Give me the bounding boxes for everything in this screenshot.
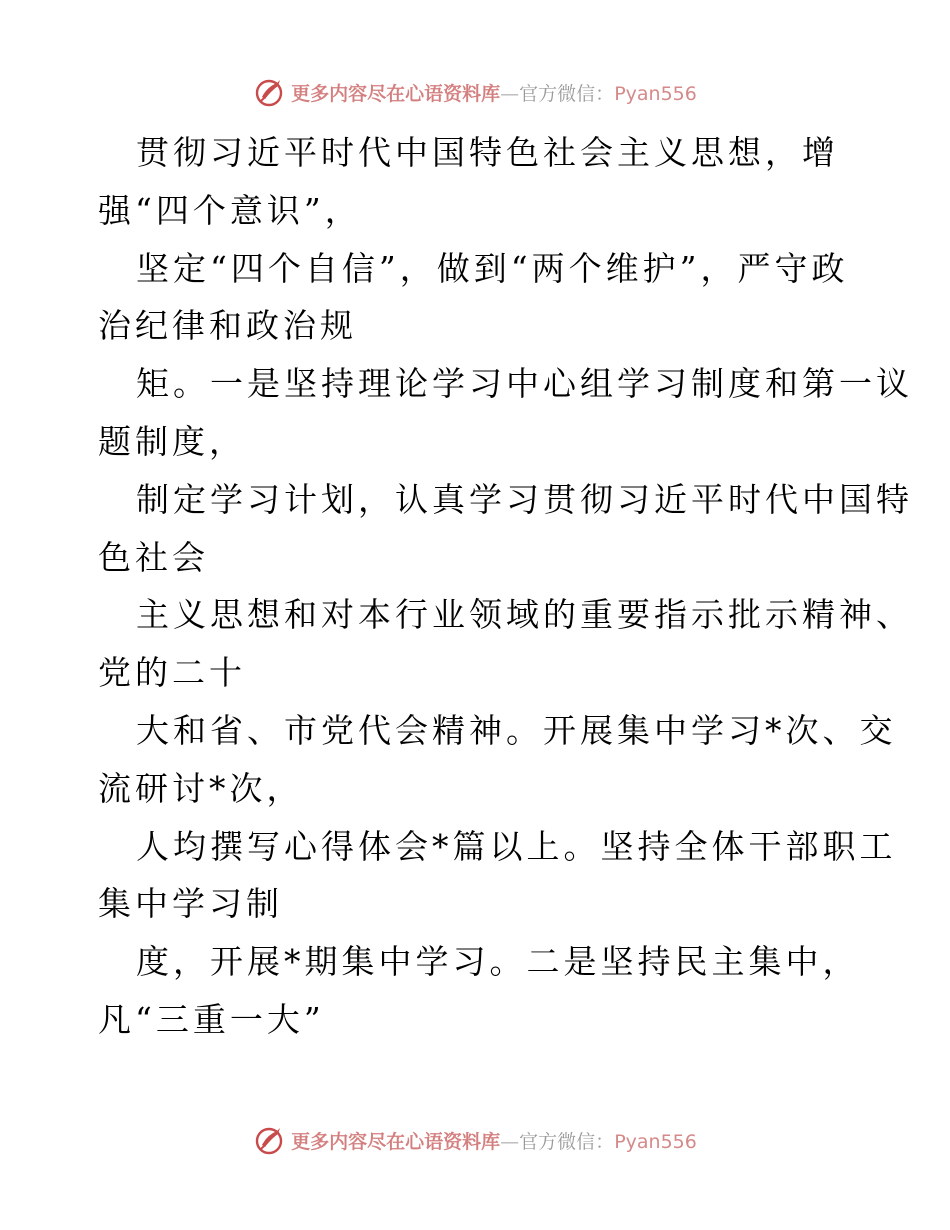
text-line: 党的二十 [98,653,246,693]
text-line: 制定学习计划，认真学习贯彻习近平时代中国特 [136,479,913,519]
document-body [98,124,913,1049]
watermark-text: 更多内容尽在心语资料库—官方微信：Pyan556 [291,82,697,105]
pen-logo-icon [253,75,287,109]
footer-watermark [0,1120,950,1160]
text-line: 流研讨*次， [98,768,304,808]
text-line: 贯彻习近平时代中国特色社会主义思想，增 [136,133,839,172]
text-line: 度，开展*期集中学习。二是坚持民主集中， [136,942,860,982]
header-watermark [0,72,950,112]
text-line: 集中学习制 [98,884,283,924]
text-line: 强“四个意识”， [98,190,362,230]
text-line: 题制度， [98,421,246,461]
pen-logo-icon [253,1123,287,1157]
text-line: 矩。一是坚持理论学习中心组学习制度和第一议 [136,364,913,404]
text-line: 坚定“四个自信”，做到“两个维护”，严守政 [136,248,849,288]
text-line: 凡“三重一大” [98,999,325,1039]
text-line: 主义思想和对本行业领域的重要指示批示精神、 [136,595,913,635]
watermark-text: 更多内容尽在心语资料库—官方微信：Pyan556 [291,1130,697,1153]
text-line: 色社会 [98,537,209,577]
text-line: 治纪律和政治规 [98,306,357,346]
text-line: 人均撰写心得体会*篇以上。坚持全体干部职工 [136,826,897,866]
text-line: 大和省、市党代会精神。开展集中学习*次、交 [136,710,897,750]
